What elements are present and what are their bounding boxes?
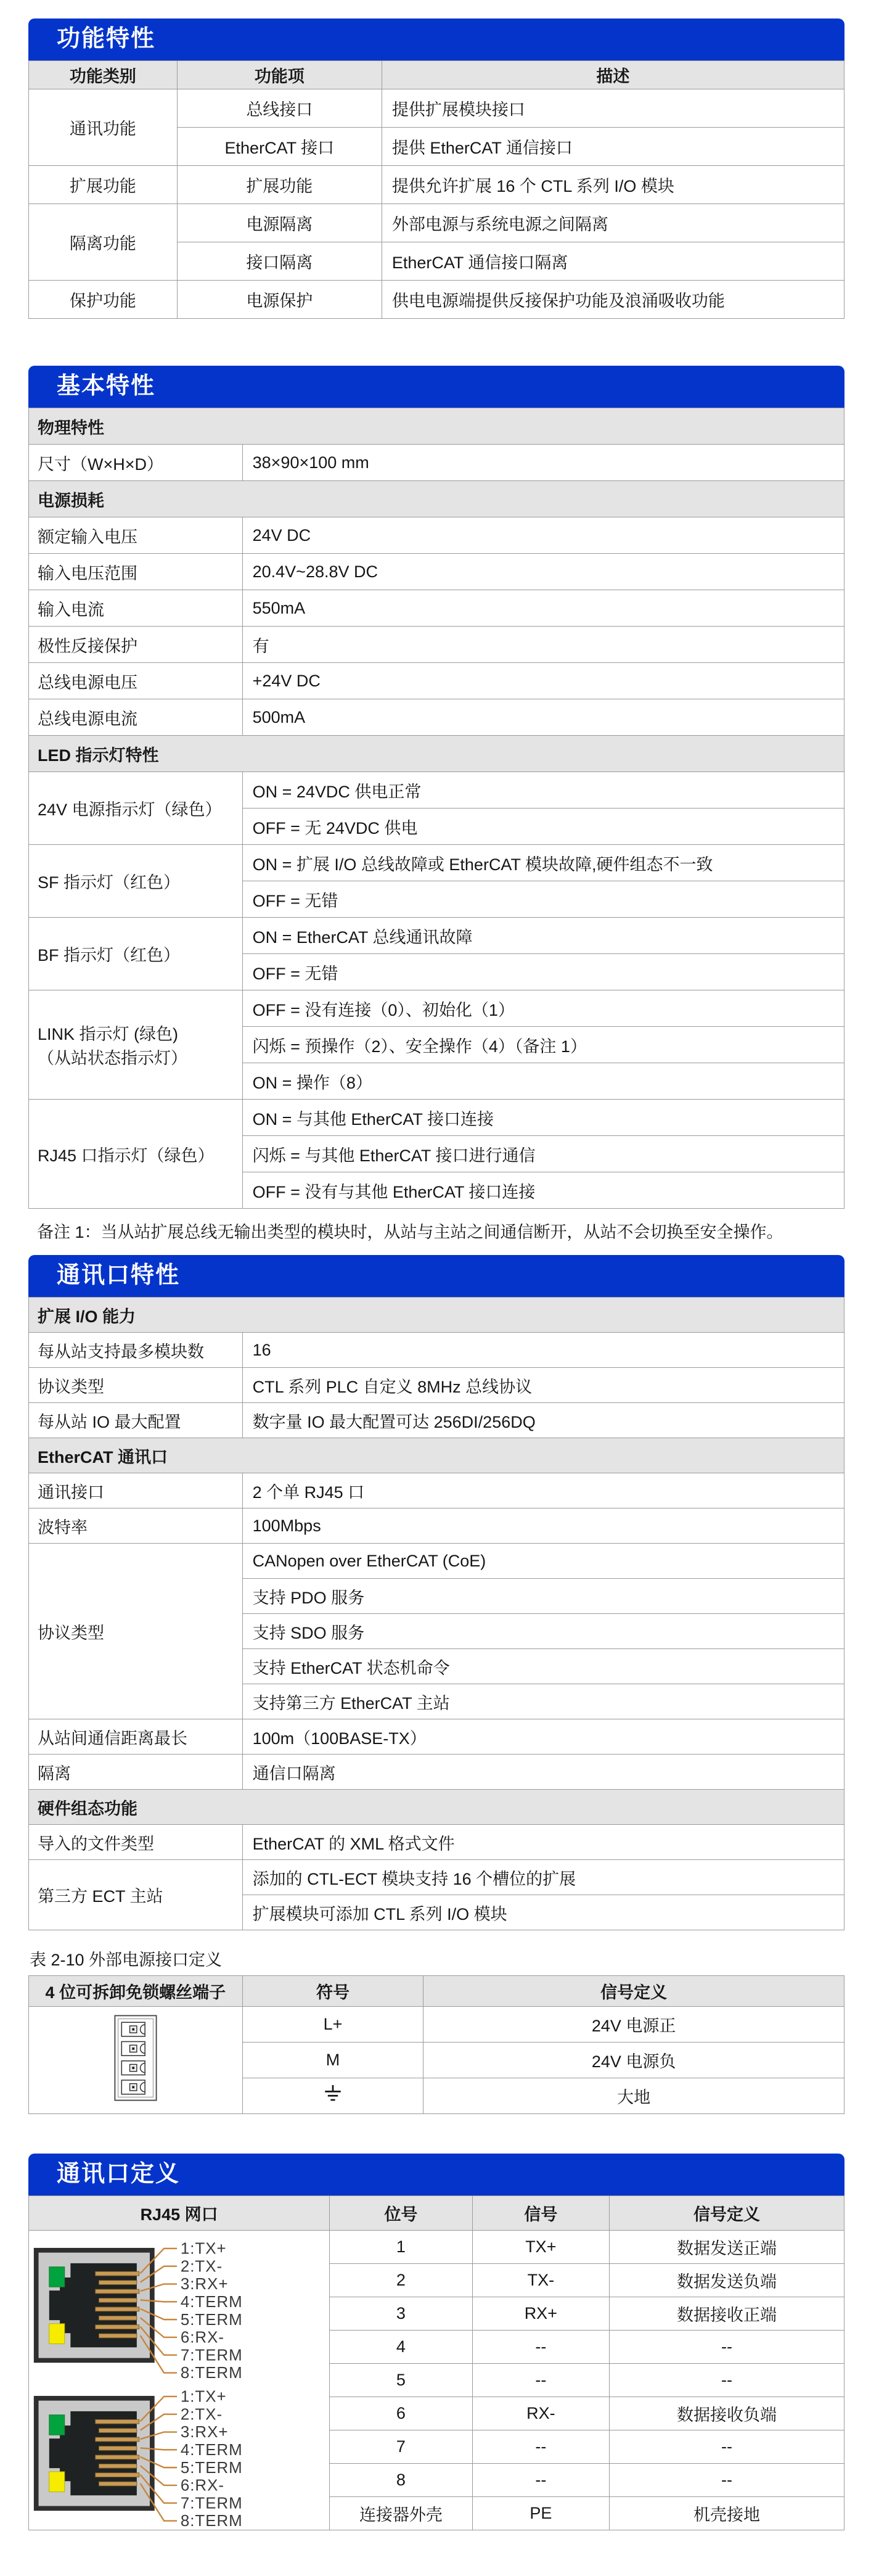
pin-number-cell: 1	[330, 2231, 473, 2264]
spec-row	[29, 699, 844, 736]
spec-label: RJ45 口指示灯（绿色）	[29, 1100, 243, 1209]
spec-row	[29, 1333, 844, 1368]
spec-value: 通信口隔离	[242, 1755, 844, 1790]
signal-cell: --	[472, 2331, 609, 2364]
section-banner-basic	[28, 366, 844, 408]
category-cell: 保护功能	[29, 281, 178, 319]
rj45-jacks	[31, 2232, 328, 2529]
pin-label: 5:TERM	[180, 2459, 243, 2477]
table-row	[29, 89, 844, 128]
signal-def-cell: 机壳接地	[609, 2497, 844, 2530]
column-header: 功能类别	[29, 61, 178, 89]
desc-cell: EtherCAT 通信接口隔离	[382, 242, 844, 281]
column-header: RJ45 网口	[29, 2196, 330, 2231]
spec-label: SF 指示灯（红色）	[29, 845, 243, 918]
spec-value: CANopen over EtherCAT (CoE)	[242, 1544, 844, 1579]
spec-label: 每从站支持最多模块数	[29, 1333, 243, 1368]
terminal-block-image-cell	[29, 2007, 243, 2114]
rj45-jack-icon	[31, 2381, 328, 2529]
category-cell: 隔离功能	[29, 204, 178, 281]
power-connector-table	[28, 1975, 844, 2114]
signal-def-cell: 数据接收负端	[609, 2397, 844, 2430]
pin-label: 6:RX-	[180, 2329, 224, 2347]
subsection-label: 扩展 I/O 能力	[29, 1298, 844, 1333]
spec-value: 闪烁 = 预操作（2）、安全操作（4）（备注 1）	[242, 1027, 844, 1063]
spec-value: 数字量 IO 最大配置可达 256DI/256DQ	[242, 1403, 844, 1438]
item-cell: 接口隔离	[177, 242, 382, 281]
spec-value: 闪烁 = 与其他 EtherCAT 接口进行通信	[242, 1136, 844, 1172]
spec-row	[29, 772, 844, 809]
signal-def-cell: --	[609, 2364, 844, 2397]
signal-cell: PE	[472, 2497, 609, 2530]
spec-label: 输入电压范围	[29, 554, 243, 590]
signal-def-cell: --	[609, 2331, 844, 2364]
signal-cell: RX-	[472, 2397, 609, 2430]
desc-cell: 提供允许扩展 16 个 CTL 系列 I/O 模块	[382, 166, 844, 204]
subsection-label: 电源损耗	[29, 481, 844, 517]
basic-spec-table	[28, 408, 844, 1209]
spec-label: 额定输入电压	[29, 517, 243, 554]
section-banner-comm-features	[28, 1255, 844, 1297]
table-header-row	[29, 1976, 844, 2007]
desc-cell: 外部电源与系统电源之间隔离	[382, 204, 844, 242]
spec-value: 支持 EtherCAT 状态机命令	[242, 1649, 844, 1684]
spec-value: OFF = 没有连接（0）、初始化（1）	[242, 990, 844, 1027]
spec-value: +24V DC	[242, 663, 844, 699]
pin-label: 8:TERM	[180, 2364, 243, 2381]
signal-def-cell: 大地	[423, 2078, 844, 2114]
signal-cell: RX+	[472, 2297, 609, 2331]
column-header: 符号	[242, 1976, 423, 2007]
column-header: 信号	[472, 2196, 609, 2231]
pin-number-cell: 8	[330, 2464, 473, 2497]
spec-value: 支持 PDO 服务	[242, 1579, 844, 1614]
spec-row	[29, 445, 844, 481]
item-cell: 电源保护	[177, 281, 382, 319]
column-header: 4 位可拆卸免锁螺丝端子	[29, 1976, 243, 2007]
spec-value: 100Mbps	[242, 1508, 844, 1544]
footnote: 备注 1：当从站扩展总线无输出类型的模块时，从站与主站之间通信断开，从站不会切换至安全操作。	[37, 1223, 783, 1241]
pin-label: 7:TERM	[180, 2346, 243, 2364]
spec-row	[29, 663, 844, 699]
desc-cell: 提供 EtherCAT 通信接口	[382, 128, 844, 166]
spec-value: ON = 与其他 EtherCAT 接口连接	[242, 1100, 844, 1136]
category-cell: 扩展功能	[29, 166, 178, 204]
spec-label: 导入的文件类型	[29, 1825, 243, 1860]
comm-spec-table	[28, 1297, 844, 1930]
spec-value: ON = 扩展 I/O 总线故障或 EtherCAT 模块故障,硬件组态不一致	[242, 845, 844, 881]
spec-label: 隔离	[29, 1755, 243, 1790]
column-header: 描述	[382, 61, 844, 89]
spec-row	[29, 1719, 844, 1755]
table-row	[29, 204, 844, 242]
item-cell: 总线接口	[177, 89, 382, 128]
pin-number-cell: 6	[330, 2397, 473, 2430]
signal-def-cell: 24V 电源负	[423, 2043, 844, 2078]
spec-value: 20.4V~28.8V DC	[242, 554, 844, 590]
earth-ground-icon	[321, 2084, 345, 2104]
spec-row	[29, 1473, 844, 1508]
spec-row	[29, 1508, 844, 1544]
item-cell: 扩展功能	[177, 166, 382, 204]
spec-value: ON = 24VDC 供电正常	[242, 772, 844, 809]
spec-label: 协议类型	[29, 1368, 243, 1403]
pin-label: 8:TERM	[180, 2512, 243, 2529]
spec-value: EtherCAT 的 XML 格式文件	[242, 1825, 844, 1860]
signal-def-cell: 数据接收正端	[609, 2297, 844, 2331]
pin-number-cell: 3	[330, 2297, 473, 2331]
pin-number-cell: 7	[330, 2430, 473, 2464]
spec-row	[29, 1544, 844, 1579]
spec-row	[29, 918, 844, 954]
column-header: 位号	[330, 2196, 473, 2231]
spec-label: 尺寸（W×H×D）	[29, 445, 243, 481]
subsection-label: 物理特性	[29, 408, 844, 445]
spec-value: 500mA	[242, 699, 844, 736]
section-title: 基本特性	[57, 373, 156, 399]
item-cell: 电源隔离	[177, 204, 382, 242]
table-row	[29, 166, 844, 204]
spec-row	[29, 1100, 844, 1136]
pin-label: 4:TERM	[180, 2441, 243, 2459]
pin-label: 5:TERM	[180, 2311, 243, 2329]
spec-value: 38×90×100 mm	[242, 445, 844, 481]
pin-label: 4:TERM	[180, 2293, 243, 2311]
terminal-block-icon	[113, 2014, 158, 2102]
subsection-row	[29, 1790, 844, 1825]
spec-label: 协议类型	[29, 1544, 243, 1719]
spec-row	[29, 590, 844, 627]
features-table	[28, 60, 844, 319]
subsection-row	[29, 1438, 844, 1473]
spec-row	[29, 990, 844, 1027]
spec-label-line: （从站状态指示灯）	[38, 1049, 187, 1068]
spec-row	[29, 554, 844, 590]
content	[28, 19, 844, 2530]
spec-value: 有	[242, 627, 844, 663]
table-header-row	[29, 61, 844, 89]
category-cell: 通讯功能	[29, 89, 178, 166]
section-title: 通讯口特性	[57, 1262, 181, 1288]
spec-row	[29, 1755, 844, 1790]
spec-value: CTL 系列 PLC 自定义 8MHz 总线协议	[242, 1368, 844, 1403]
spec-row	[29, 845, 844, 881]
spec-value: ON = 操作（8）	[242, 1063, 844, 1100]
spec-value: OFF = 无错	[242, 881, 844, 918]
pin-label: 3:RX+	[180, 2423, 229, 2441]
spec-value: 16	[242, 1333, 844, 1368]
spec-row	[29, 627, 844, 663]
spec-value: 支持 SDO 服务	[242, 1614, 844, 1649]
symbol-cell	[242, 2078, 423, 2114]
section-title: 通讯口定义	[57, 2161, 181, 2187]
spec-value: OFF = 没有与其他 EtherCAT 接口连接	[242, 1172, 844, 1209]
spec-label: 每从站 IO 最大配置	[29, 1403, 243, 1438]
desc-cell: 提供扩展模块接口	[382, 89, 844, 128]
table-row	[29, 2007, 844, 2043]
pin-label: 2:TX-	[180, 2405, 223, 2423]
pin-label: 1:TX+	[180, 2240, 227, 2258]
signal-def-cell: --	[609, 2430, 844, 2464]
spec-label: 从站间通信距离最长	[29, 1719, 243, 1755]
signal-def-cell: 数据发送负端	[609, 2264, 844, 2297]
signal-def-cell: 24V 电源正	[423, 2007, 844, 2043]
rj45-image-cell	[29, 2231, 330, 2530]
spec-label: 极性反接保护	[29, 627, 243, 663]
section-banner-comm-definition	[28, 2154, 844, 2195]
spec-label: 第三方 ECT 主站	[29, 1860, 243, 1930]
subsection-label: LED 指示灯特性	[29, 736, 844, 772]
spec-label: 波特率	[29, 1508, 243, 1544]
signal-cell: TX-	[472, 2264, 609, 2297]
pin-number-cell: 5	[330, 2364, 473, 2397]
pin-label: 1:TX+	[180, 2388, 227, 2406]
subsection-label: 硬件组态功能	[29, 1790, 844, 1825]
spec-label: 通讯接口	[29, 1473, 243, 1508]
spec-label: 总线电源电流	[29, 699, 243, 736]
signal-def-cell: 数据发送正端	[609, 2231, 844, 2264]
spec-label: 24V 电源指示灯（绿色）	[29, 772, 243, 845]
section-title: 功能特性	[57, 26, 156, 52]
pin-label: 3:RX+	[180, 2275, 229, 2293]
section-banner-features	[28, 19, 844, 60]
pin-label: 7:TERM	[180, 2494, 243, 2512]
spec-value: 24V DC	[242, 517, 844, 554]
pin-number-cell: 连接器外壳	[330, 2497, 473, 2530]
pin-label: 6:RX-	[180, 2477, 224, 2495]
spec-label: 总线电源电压	[29, 663, 243, 699]
spec-label-line: LINK 指示灯 (绿色)	[38, 1025, 179, 1043]
spec-row	[29, 1368, 844, 1403]
table-header-row	[29, 2196, 844, 2231]
subsection-row	[29, 481, 844, 517]
subsection-row	[29, 736, 844, 772]
signal-cell: --	[472, 2464, 609, 2497]
spec-value: 100m（100BASE-TX）	[242, 1719, 844, 1755]
signal-cell: --	[472, 2430, 609, 2464]
table-row	[29, 281, 844, 319]
spec-value: 550mA	[242, 590, 844, 627]
spec-label	[29, 990, 243, 1100]
spec-value: 2 个单 RJ45 口	[242, 1473, 844, 1508]
spec-value: ON = EtherCAT 总线通讯故障	[242, 918, 844, 954]
column-header: 信号定义	[609, 2196, 844, 2231]
symbol-cell: L+	[242, 2007, 423, 2043]
table-row	[29, 2231, 844, 2264]
spec-label: 输入电流	[29, 590, 243, 627]
spec-value: 支持第三方 EtherCAT 主站	[242, 1684, 844, 1719]
spec-value: 添加的 CTL-ECT 模块支持 16 个槽位的扩展	[242, 1860, 844, 1895]
signal-def-cell: --	[609, 2464, 844, 2497]
signal-cell: --	[472, 2364, 609, 2397]
symbol-cell: M	[242, 2043, 423, 2078]
spec-row	[29, 517, 844, 554]
subsection-row	[29, 1298, 844, 1333]
spec-value: OFF = 无 24VDC 供电	[242, 809, 844, 845]
spec-value: OFF = 无错	[242, 954, 844, 990]
spec-row	[29, 1825, 844, 1860]
table-caption: 表 2-10 外部电源接口定义	[30, 1951, 223, 1969]
pin-number-cell: 4	[330, 2331, 473, 2364]
subsection-label: EtherCAT 通讯口	[29, 1438, 844, 1473]
spec-row	[29, 1860, 844, 1895]
spec-value: 扩展模块可添加 CTL 系列 I/O 模块	[242, 1895, 844, 1930]
signal-cell: TX+	[472, 2231, 609, 2264]
rj45-pinout-table	[28, 2195, 844, 2530]
rj45-jack-icon	[31, 2232, 328, 2381]
pin-number-cell: 2	[330, 2264, 473, 2297]
column-header: 信号定义	[423, 1976, 844, 2007]
spec-row	[29, 1403, 844, 1438]
subsection-row	[29, 408, 844, 445]
item-cell: EtherCAT 接口	[177, 128, 382, 166]
column-header: 功能项	[177, 61, 382, 89]
spec-label: BF 指示灯（红色）	[29, 918, 243, 990]
desc-cell: 供电电源端提供反接保护功能及浪涌吸收功能	[382, 281, 844, 319]
pin-label: 2:TX-	[180, 2257, 223, 2275]
